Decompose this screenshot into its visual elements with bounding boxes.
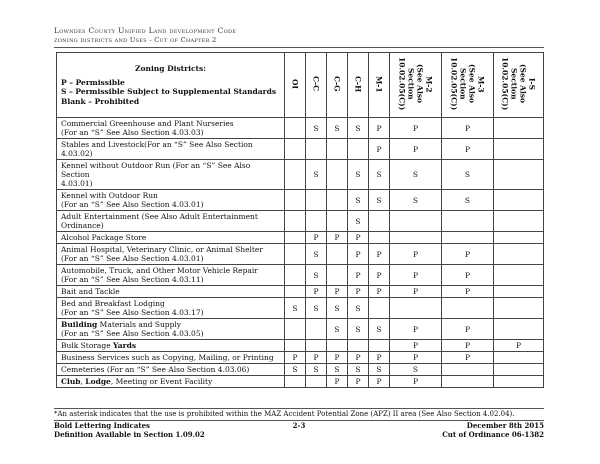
legend-cell [57,53,285,118]
use-cell [57,352,285,364]
permission-cell [285,118,306,139]
permission-cell: S [348,298,369,319]
use-text: , Meeting or Event Facility [110,377,213,386]
permission-cell [285,211,306,232]
permission-cell [327,340,348,352]
permission-cell [285,139,306,160]
permission-cell: S [348,364,369,376]
use-cell [57,286,285,298]
permission-cell [285,160,306,190]
permission-cell: S [306,244,327,265]
table-row [57,118,544,139]
column-header-label: OI [290,78,300,90]
use-text: Kennel without Outdoor Run (For an “S” See Also Section [61,161,251,179]
table-row [57,190,544,211]
use-cell [57,340,285,352]
use-name [61,119,280,128]
permission-cell [285,286,306,298]
permission-cell: P [348,352,369,364]
permission-cell: P [390,376,442,388]
permission-cell [442,211,494,232]
permission-cell [494,352,544,364]
permission-cell [494,286,544,298]
use-note: (For an “S” See Also Section 4.03.11) [61,275,204,284]
permission-cell [494,211,544,232]
permission-cell: P [390,265,442,286]
use-name [61,299,280,308]
use-cell [57,139,285,160]
table-row [57,244,544,265]
permission-cell: S [348,211,369,232]
permission-cell: S [390,190,442,211]
use-cell [57,319,285,340]
table-header-row [57,53,544,118]
table-row [57,376,544,388]
permission-cell [442,232,494,244]
legend-title: Zoning Districts: [135,64,206,73]
permission-cell [327,211,348,232]
footer-left-line: Bold Lettering Indicates [54,421,150,430]
permission-cell: P [442,139,494,160]
permission-cell: P [348,244,369,265]
use-note: (For an “S” See Also Section 4.03.17) [61,308,204,317]
use-name [61,353,280,362]
permission-cell: S [327,118,348,139]
permission-cell: P [390,244,442,265]
use-text: , [80,377,86,386]
permission-cell [494,118,544,139]
use-note: 4.03.01) [61,179,93,188]
column-header [348,53,369,118]
footer-right-line: Cut of Ordinance 06-1382 [442,429,544,439]
use-text: Bed and Breakfast Lodging [61,299,165,308]
permission-cell [306,340,327,352]
permission-cell: S [369,160,390,190]
table-row [57,364,544,376]
permission-cell: S [306,265,327,286]
permission-cell: P [442,244,494,265]
permission-cell: P [369,265,390,286]
permission-cell: P [327,286,348,298]
footer-left-line: Definition Available in Section 1.09.02 [54,429,205,439]
use-text: Commercial Greenhouse and Plant Nurseries [61,119,234,128]
use-name [61,287,280,296]
table-body [57,118,544,388]
permission-cell: S [369,364,390,376]
use-name [61,191,280,200]
use-name [61,377,280,386]
column-header-label: C-G [332,76,342,92]
permission-cell [442,364,494,376]
defined-term: Lodge [85,377,111,386]
permission-cell [494,298,544,319]
permission-cell [306,139,327,160]
column-header [369,53,390,118]
permission-cell: P [390,139,442,160]
use-text: Business Services such as Copying, Mailing, or Printing [61,353,274,362]
column-header [494,53,544,118]
permission-cell [327,139,348,160]
permission-cell: S [348,118,369,139]
column-header [306,53,327,118]
permission-cell: P [494,340,544,352]
permission-cell [390,211,442,232]
permission-cell: P [442,352,494,364]
use-cell [57,211,285,232]
defined-term: Building [61,320,98,329]
table-row [57,340,544,352]
use-name [61,320,280,329]
use-cell [57,364,285,376]
footer-right-line: December 8th 2015 [466,421,544,430]
table-row [57,160,544,190]
header-rule [54,47,544,48]
permission-cell: P [306,232,327,244]
permission-cell [306,211,327,232]
permission-cell [327,244,348,265]
permission-cell: P [327,376,348,388]
permission-cell: S [442,190,494,211]
use-cell [57,376,285,388]
use-cell [57,232,285,244]
permission-cell: P [306,352,327,364]
permission-cell [494,319,544,340]
permission-cell: P [369,286,390,298]
permission-cell: S [285,298,306,319]
permission-cell: S [348,160,369,190]
permission-cell [442,376,494,388]
table-row [57,232,544,244]
use-note: (For an “S” See Also Section 4.03.01) [61,254,204,263]
column-header [442,53,494,118]
use-note: (For an “S” See Also Section 4.03.05) [61,329,204,338]
column-header [327,53,348,118]
table-row [57,352,544,364]
use-text: Adult Entertainment (See Also Adult Entertainment [61,212,258,221]
use-text: Animal Hospital, Veterinary Clinic, or Animal Shelter [61,245,263,254]
permission-cell [306,190,327,211]
use-name [61,212,280,221]
permission-cell: S [327,298,348,319]
use-text: Kennel with Outdoor Run [61,191,158,200]
permission-cell [442,298,494,319]
permission-cell: P [369,352,390,364]
permission-cell [494,364,544,376]
use-text: Stables and Livestock(For an “S” See Also Section 4.03.02) [61,140,253,158]
permission-cell: S [285,364,306,376]
permission-cell [285,340,306,352]
use-cell [57,298,285,319]
permission-cell [306,376,327,388]
use-name [61,245,280,254]
permission-cell: S [327,319,348,340]
permission-cell: P [390,319,442,340]
permission-cell: S [306,298,327,319]
permission-cell: P [390,118,442,139]
permission-cell: P [390,286,442,298]
permission-cell: P [306,286,327,298]
defined-term: Club [61,377,81,386]
use-text: Bait and Tackle [61,287,120,296]
legend-line: S – Permissible Subject to Supplemental Standards [61,87,277,96]
permission-cell: S [348,319,369,340]
permission-cell [369,232,390,244]
permission-cell [327,190,348,211]
permission-cell: P [442,265,494,286]
permission-cell [494,190,544,211]
permission-cell: S [442,160,494,190]
permission-cell [327,265,348,286]
use-text: Alcohol Package Store [61,233,147,242]
permission-cell [494,160,544,190]
defined-term: Yards [113,341,137,350]
footnote-rule [54,408,544,409]
permission-cell [348,340,369,352]
permission-cell [369,340,390,352]
table-row [57,265,544,286]
permission-cell [285,190,306,211]
column-header [390,53,442,118]
use-note: (For an “S” See Also Section 4.03.03) [61,128,204,137]
column-header-label: M-3 (See Also Section 10.02.05(C)) [449,57,486,111]
use-name [61,341,280,350]
permission-cell: P [369,118,390,139]
header-title: Lowndes County Unified Land development Code [54,26,237,35]
permission-cell [369,211,390,232]
permission-cell: P [369,139,390,160]
permission-cell: S [306,160,327,190]
permission-cell: S [348,190,369,211]
use-note: (For an “S” See Also Section 4.03.01) [61,200,204,209]
permission-cell: P [327,232,348,244]
table-row [57,139,544,160]
permission-cell: S [306,364,327,376]
table-row [57,211,544,232]
use-cell [57,244,285,265]
permission-cell [494,232,544,244]
permission-cell [285,232,306,244]
legend-line: P – Permissible [61,77,125,87]
permission-cell: P [442,286,494,298]
use-cell [57,118,285,139]
use-cell [57,265,285,286]
permission-cell: P [348,376,369,388]
permission-cell [285,319,306,340]
permission-cell [390,232,442,244]
permission-cell: P [348,286,369,298]
use-note: Ordinance) [61,221,104,230]
permission-cell [494,139,544,160]
use-name [61,365,280,374]
permission-cell: P [369,376,390,388]
legend-line: Blank – Prohibited [61,96,140,106]
permission-cell: S [390,364,442,376]
permission-cell: S [390,160,442,190]
use-text: Bulk Storage [61,341,114,350]
permission-cell: P [390,352,442,364]
permission-cell [390,298,442,319]
permission-cell: P [390,340,442,352]
permission-cell [494,376,544,388]
use-text: Cemeteries (For an “S” See Also Section 4.03.06) [61,365,250,374]
column-header-label: C-C [311,76,321,92]
table-row [57,319,544,340]
permission-cell: P [348,232,369,244]
page-footer [54,422,544,442]
permission-cell: S [369,319,390,340]
permission-cell: P [369,244,390,265]
use-name [61,233,280,242]
column-header-label: M-1 [374,75,384,93]
column-header [285,53,306,118]
permission-cell [494,244,544,265]
column-header-label: C-H [353,75,363,93]
permission-cell [369,298,390,319]
page-header [54,26,544,45]
use-text: Materials and Supply [97,320,182,329]
permission-cell [285,244,306,265]
permission-cell: S [369,190,390,211]
permission-cell [285,376,306,388]
column-header-label: M-2 (See Also Section 10.02.05(C)) [397,57,434,111]
footnote: *An asterisk indicates that the use is prohibited within the MAZ Accident Potential Zone (APZ) II area (See Also Section 4.02.04). [54,410,515,418]
permission-cell: P [348,265,369,286]
use-cell [57,190,285,211]
use-name [61,161,280,179]
table-row [57,298,544,319]
footer-right [442,422,544,439]
column-header-label: I-S (See Also Section 10.02.05(C)) [500,57,537,111]
permission-cell [285,265,306,286]
use-text: Automobile, Truck, and Other Motor Vehicle Repair [61,266,258,275]
header-subtitle: zoning districts and Uses - Cut of Chapter 2 [54,36,217,44]
permission-cell: P [442,319,494,340]
permission-cell [348,139,369,160]
permission-cell: P [327,352,348,364]
table-row [57,286,544,298]
permission-cell: P [442,340,494,352]
use-name [61,140,280,158]
permission-cell: S [327,364,348,376]
permission-cell: P [442,118,494,139]
use-cell [57,160,285,190]
permission-cell: P [285,352,306,364]
permission-cell [306,319,327,340]
permission-cell [494,265,544,286]
permission-cell: S [306,118,327,139]
page-number: 2-3 [292,421,306,430]
zoning-table [56,52,544,388]
use-name [61,266,280,275]
permission-cell [327,160,348,190]
